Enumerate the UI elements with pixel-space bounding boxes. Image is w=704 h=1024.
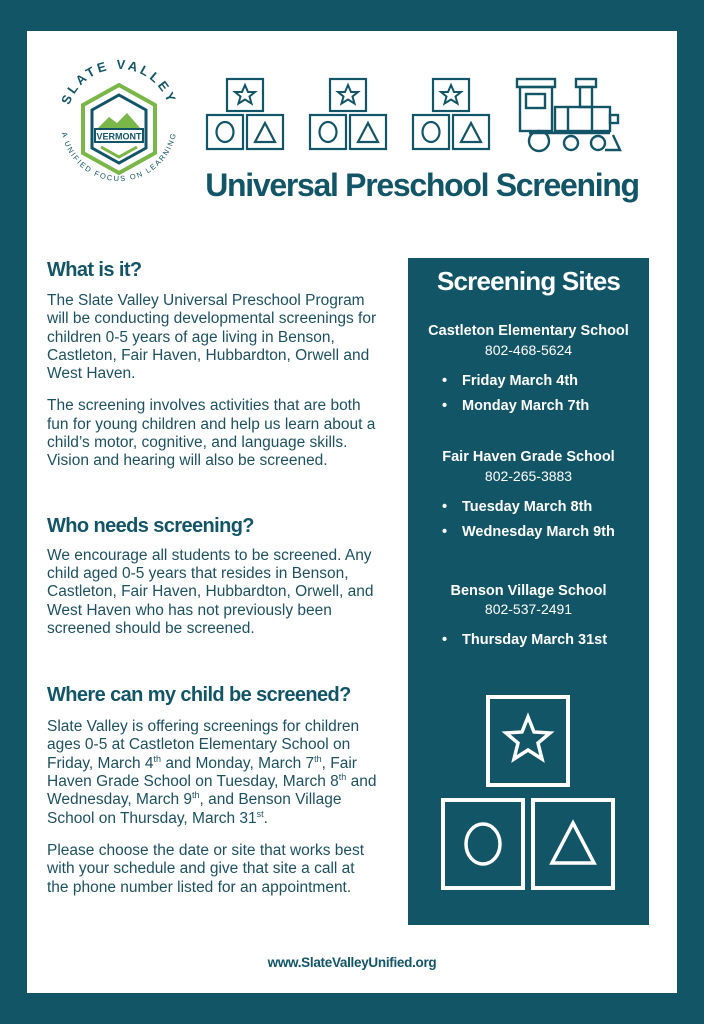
circle-block-icon [413, 115, 449, 149]
train-icon [517, 79, 620, 151]
triangle-block-icon [350, 115, 386, 149]
slate-valley-logo [53, 57, 185, 207]
site-name-fair-haven: Fair Haven Grade School [442, 449, 615, 465]
screening-sites-panel [408, 258, 649, 925]
flyer-page [27, 31, 677, 993]
circle-block-icon [207, 115, 243, 149]
where-paragraph-1: Slate Valley is offering screenings for children ages 0-5 at Castleton Elementary School on Friday, March 4th and Monday, March 7th, Fair Haven Grade School on Tuesday, March 8th and Wednesday, March 9th, and Benson Village School on Thursday, March 31st. [47, 718, 377, 827]
section-heading-what: What is it? [47, 259, 142, 281]
site-date: • Thursday March 31st [442, 632, 608, 648]
logo-arc-text: A UNIFIED FOCUS ON LEARNING [59, 131, 179, 184]
who-paragraph: We encourage all students to be screened. Any child aged 0-5 years that resides in Benson, Castleton, Fair Haven, Hubbardton, Orwell, and West Haven who has not previously been screened should be screened. [47, 546, 374, 637]
section-heading-where: Where can my child be screened? [47, 684, 351, 707]
website-link[interactable]: www.SlateValleyUnified.org [267, 955, 437, 970]
triangle-block-icon [533, 800, 613, 888]
circle-block-icon [443, 800, 523, 888]
site-date: • Friday March 4th [442, 373, 579, 389]
triangle-block-icon [453, 115, 489, 149]
site-date: • Tuesday March 8th [442, 499, 593, 515]
site-phone-benson: 802-537-2491 [484, 601, 573, 617]
what-paragraph-2: The screening involves activities that are both fun for young children and help us learn about a child’s motor, cognitive, and language skills. Vision and hearing will also be screened. [47, 397, 376, 470]
logo-top-text: SLATE VALLEY [58, 57, 180, 107]
site-date: • Wednesday March 9th [442, 524, 615, 540]
triangle-block-icon [247, 115, 283, 149]
page-title: Universal Preschool Screening [205, 167, 639, 203]
site-name-benson: Benson Village School [450, 583, 607, 599]
star-block-icon [488, 697, 568, 785]
circle-block-icon [310, 115, 346, 149]
where-paragraph-2: Please choose the date or site that works best with your schedule and give that site a call at the phone number listed for an appointment. [47, 841, 365, 896]
large-blocks-illustration [441, 695, 617, 890]
site-date: • Monday March 7th [442, 398, 590, 414]
site-phone-castleton: 802-468-5624 [484, 342, 573, 358]
site-name-castleton: Castleton Elementary School [428, 323, 629, 339]
screening-sites-title: Screening Sites [436, 266, 621, 296]
what-paragraph-1: The Slate Valley Universal Preschool Program will be conducting developmental screenings for children 0-5 years of age living in Benson, Castleton, Fair Haven, Hubbardton, Orwell and West Haven. [47, 292, 377, 383]
info-column [47, 257, 395, 897]
star-block-icon [227, 79, 263, 111]
star-block-icon [433, 79, 469, 111]
star-block-icon [330, 79, 366, 111]
header-illustration [205, 75, 635, 165]
logo-badge-text: VERMONT [96, 131, 142, 142]
section-heading-who: Who needs screening? [47, 514, 254, 537]
site-phone-fair-haven: 802-265-3883 [484, 468, 573, 484]
